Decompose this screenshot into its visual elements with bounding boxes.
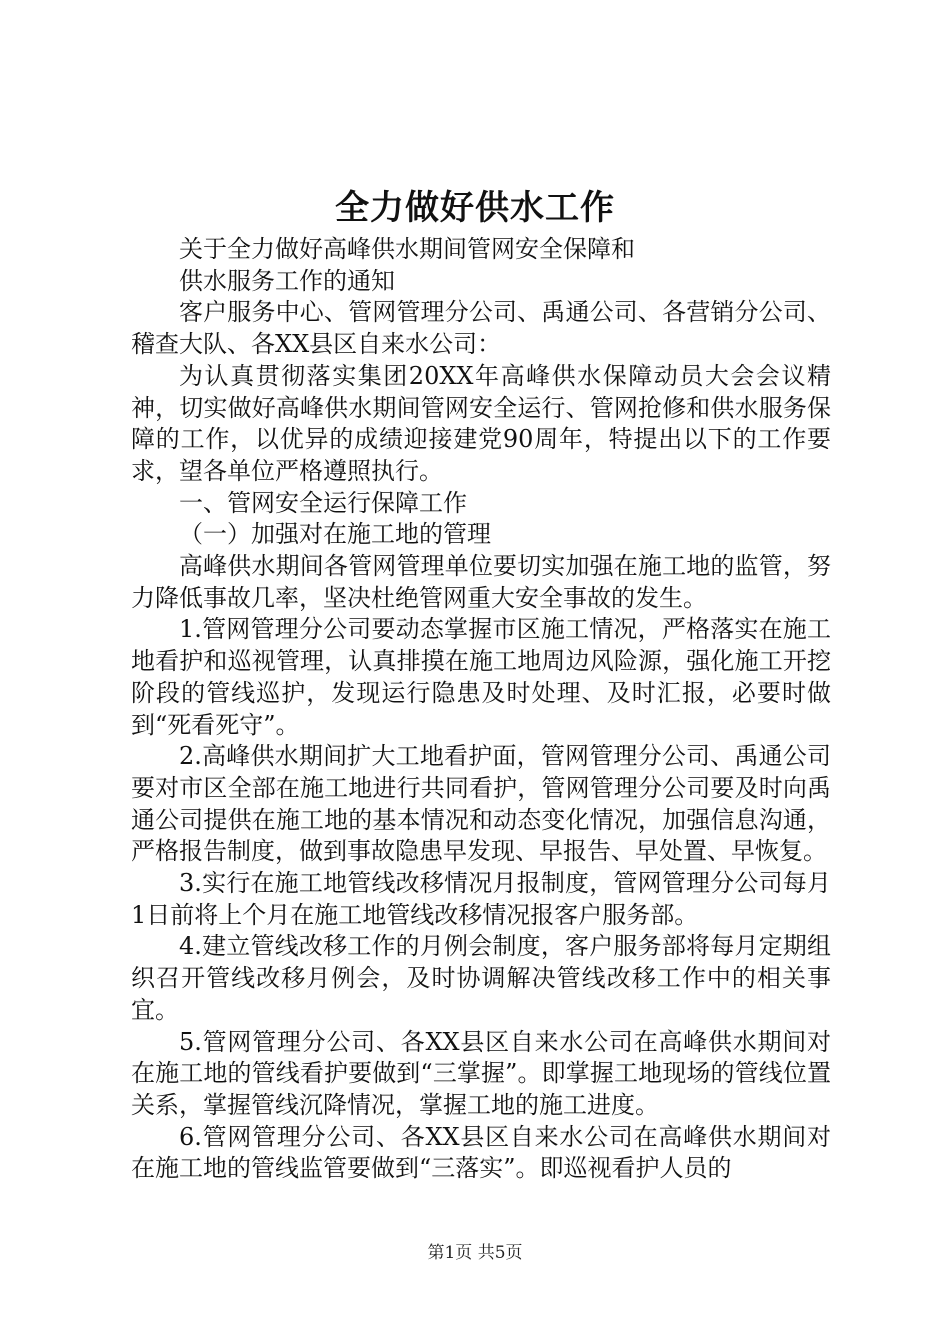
page-footer: 第1页 共5页 bbox=[427, 1243, 523, 1263]
section-heading-1: 一、管网安全运行保障工作 bbox=[179, 488, 467, 517]
list-item-5: 5.管网管理分公司、各XX县区自来水公司在高峰供水期间对在施工地的管线看护要做到“三掌握”。即掌握工地现场的管线位置关系，掌握管线沉降情况，掌握工地的施工进度。 bbox=[131, 1027, 831, 1119]
paragraph-recipients: 客户服务中心、管网管理分公司、禹通公司、各营销分公司、稽查大队、各XX县区自来水公司： bbox=[131, 298, 831, 359]
list-item-2: 2.高峰供水期间扩大工地看护面，管网管理分公司、禹通公司要对市区全部在施工地进行共同看护，管网管理分公司要及时向禹通公司提供在施工地的基本情况和动态变化情况，加强信息沟通，严格报告制度，做到事故隐患早发现、早报告、早处置、早恢复。 bbox=[131, 742, 831, 866]
subsection-heading-1: （一）加强对在施工地的管理 bbox=[179, 520, 491, 549]
list-item-1: 1.管网管理分公司要动态掌握市区施工情况，严格落实在施工地看护和巡视管理，认真排摸在施工地周边风险源，强化施工开挖阶段的管线巡护，发现运行隐患及时处理、及时汇报，必要时做到“死看死守”。 bbox=[131, 615, 831, 739]
list-item-6: 6.管网管理分公司、各XX县区自来水公司在高峰供水期间对在施工地的管线监管要做到“三落实”。即巡视看护人员的 bbox=[131, 1122, 831, 1183]
document-body bbox=[131, 234, 831, 1185]
document-title: 全力做好供水工作 bbox=[335, 188, 615, 228]
paragraph-intro: 为认真贯彻落实集团20XX年高峰供水保障动员大会会议精神，切实做好高峰供水期间管网安全运行、管网抢修和供水服务保障的工作，以优异的成绩迎接建党90周年，特提出以下的工作要求，望各单位严格遵照执行。 bbox=[131, 361, 831, 485]
paragraph-subject-line-1: 关于全力做好高峰供水期间管网安全保障和 bbox=[179, 235, 635, 263]
paragraph-subject-line-2: 供水服务工作的通知 bbox=[179, 266, 395, 295]
list-item-3: 3.实行在施工地管线改移情况月报制度，管网管理分公司每月1日前将上个月在施工地管线改移情况报客户服务部。 bbox=[131, 869, 831, 929]
paragraph-subsection-intro: 高峰供水期间各管网管理单位要切实加强在施工地的监管，努力降低事故几率，坚决杜绝管网重大安全事故的发生。 bbox=[131, 552, 831, 612]
list-item-4: 4.建立管线改移工作的月例会制度，客户服务部将每月定期组织召开管线改移月例会，及时协调解决管线改移工作中的相关事宜。 bbox=[131, 932, 831, 1024]
